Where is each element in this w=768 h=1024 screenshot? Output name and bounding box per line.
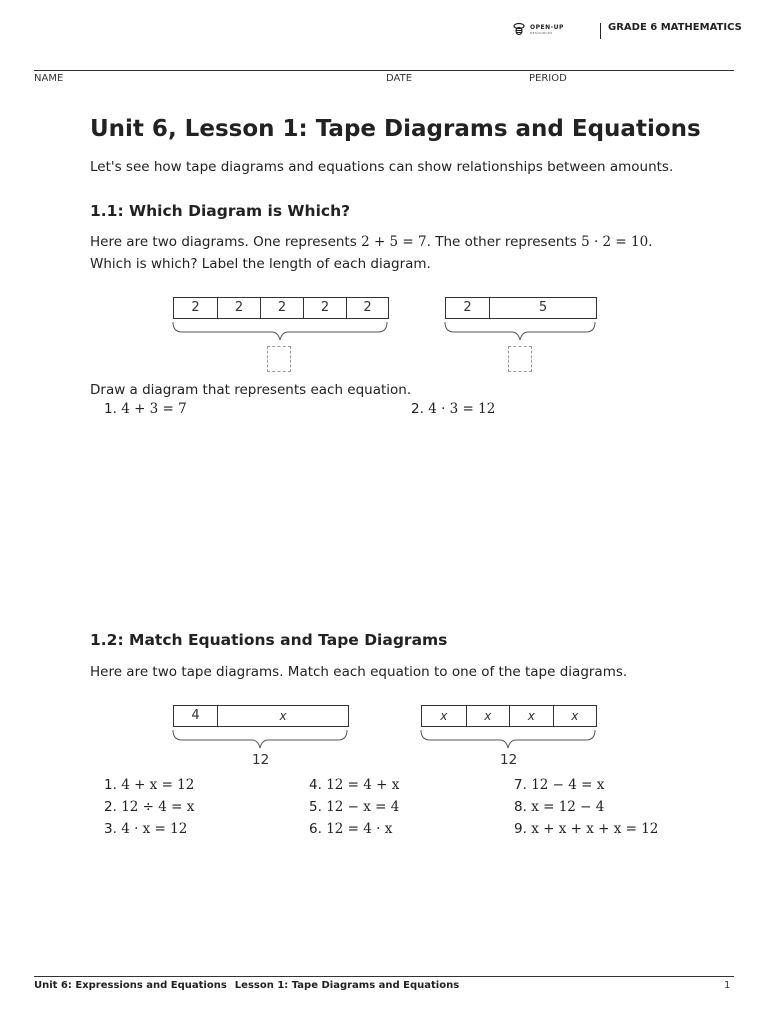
list-item (104, 799, 194, 815)
list-item (104, 777, 194, 793)
item-equation: 4 + 3 = 7 (121, 401, 187, 417)
footer-unit: Unit 6: Expressions and Equations (34, 980, 227, 991)
item-equation: 4 · 3 = 12 (428, 401, 496, 417)
item-equation: 4 + x = 12 (121, 777, 195, 793)
lesson-title: Unit 6, Lesson 1: Tape Diagrams and Equations (90, 116, 701, 142)
logo-text: OPEN-UP (530, 23, 564, 31)
item-number: 3. (104, 821, 117, 837)
footer-rule (34, 976, 734, 977)
name-field-label: NAME (34, 73, 64, 84)
tape-brace-icon (444, 320, 596, 342)
tape-segment: 2 (303, 298, 346, 318)
equation-inline-a: 2 + 5 = 7 (361, 234, 427, 250)
footer-lesson: Lesson 1: Tape Diagrams and Equations (234, 980, 460, 991)
section-1-2-paragraph: Here are two tape diagrams. Match each equation to one of the tape diagrams. (90, 664, 628, 680)
tape-segment: 2 (217, 298, 260, 318)
para-text-b: . The other represents (426, 234, 582, 250)
item-number: 9. (514, 821, 527, 837)
tape-diagram-five-twos (173, 297, 389, 319)
list-item (514, 799, 604, 815)
tape-segment: 5 (489, 298, 596, 318)
item-equation: 12 − 4 = x (531, 777, 605, 793)
tape-diagram-four-x (173, 705, 349, 727)
bee-logo-icon (512, 22, 526, 36)
tape-segment: 2 (346, 298, 388, 318)
item-equation: x + x + x + x = 12 (531, 821, 659, 837)
tape-segment: x (553, 706, 597, 726)
item-equation: 4 · x = 12 (121, 821, 188, 837)
item-number: 2. (411, 401, 424, 417)
tape-brace-icon (172, 320, 388, 342)
item-equation: 12 − x = 4 (326, 799, 400, 815)
date-field-label: DATE (386, 73, 413, 84)
tape-brace-icon (420, 728, 596, 750)
tape-total-label: 12 (252, 752, 270, 768)
list-item (411, 401, 495, 417)
tape-segment: x (466, 706, 510, 726)
item-number: 7. (514, 777, 527, 793)
grade-label: GRADE 6 MATHEMATICS (608, 22, 742, 33)
item-equation: 12 ÷ 4 = x (121, 799, 195, 815)
logo-wordmark (530, 24, 564, 35)
list-item (514, 777, 604, 793)
tape-segment: 4 (191, 708, 200, 723)
section-1-1-paragraph (90, 231, 690, 275)
item-equation: x = 12 − 4 (531, 799, 605, 815)
equation-inline-b: 5 · 2 = 10 (581, 234, 649, 250)
item-number: 5. (309, 799, 322, 815)
tape-diagram-two-five (445, 297, 597, 319)
list-item (309, 799, 399, 815)
total-label-blank-box[interactable] (508, 346, 532, 372)
item-number: 4. (309, 777, 322, 793)
item-equation: 12 = 4 + x (326, 777, 400, 793)
header-rule (34, 70, 734, 71)
tape-segment: 2 (463, 300, 472, 315)
list-item (514, 821, 658, 837)
list-item (309, 821, 392, 837)
item-equation: 12 = 4 · x (326, 821, 393, 837)
tape-brace-icon (172, 728, 348, 750)
footer-text (34, 980, 459, 991)
para-text-c: . Which is which? Label the length of each diagram. (90, 234, 653, 272)
tape-segment: x (440, 709, 448, 723)
tape-segment: 2 (260, 298, 303, 318)
tape-segment: x (509, 706, 553, 726)
draw-prompt: Draw a diagram that represents each equation. (90, 382, 412, 398)
tape-total-label: 12 (500, 752, 518, 768)
section-1-1-heading: 1.1: Which Diagram is Which? (90, 202, 351, 220)
item-number: 8. (514, 799, 527, 815)
list-item (104, 401, 187, 417)
open-up-logo (512, 22, 564, 36)
list-item (309, 777, 399, 793)
tape-segment: 2 (191, 300, 200, 315)
item-number: 2. (104, 799, 117, 815)
tape-segment: x (217, 706, 348, 726)
tape-diagram-four-x-segments (421, 705, 597, 727)
para-text-a: Here are two diagrams. One represents (90, 234, 362, 250)
logo-subtext: RESOURCES (530, 30, 553, 35)
item-number: 6. (309, 821, 322, 837)
page-number: 1 (724, 980, 731, 991)
list-item (104, 821, 187, 837)
period-field-label: PERIOD (529, 73, 567, 84)
item-number: 1. (104, 401, 117, 417)
header-separator (600, 23, 601, 39)
item-number: 1. (104, 777, 117, 793)
section-1-2-heading: 1.2: Match Equations and Tape Diagrams (90, 631, 448, 649)
total-label-blank-box[interactable] (267, 346, 291, 372)
lesson-intro: Let's see how tape diagrams and equations can show relationships between amounts. (90, 159, 674, 175)
